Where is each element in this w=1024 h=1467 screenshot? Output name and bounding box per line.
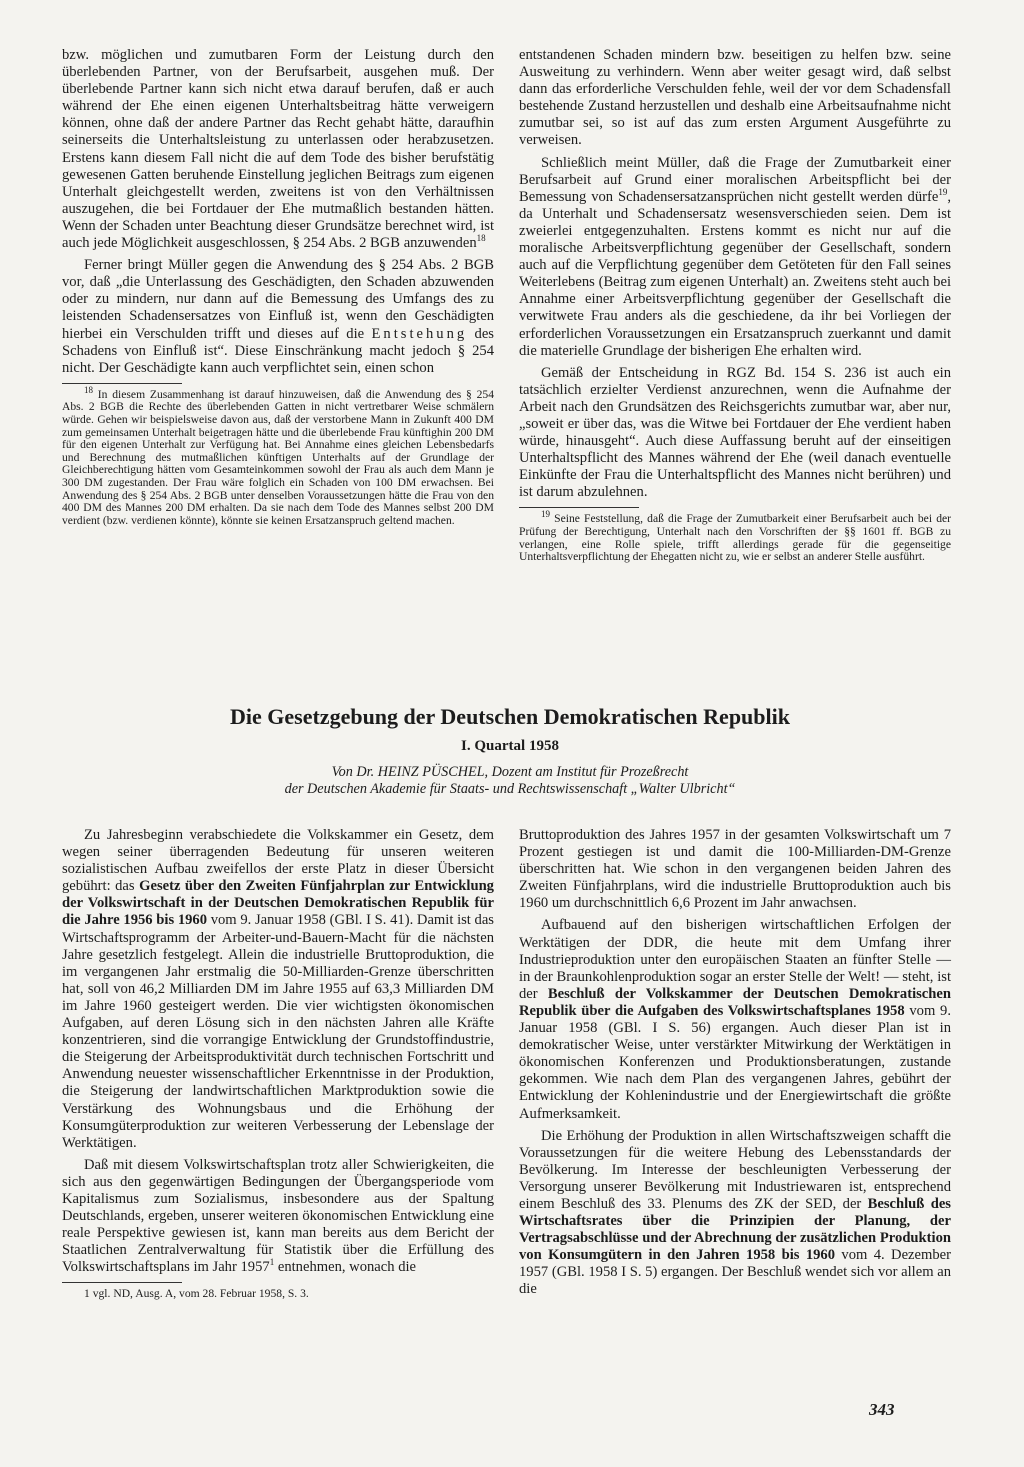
lower-right-column — [519, 827, 951, 1304]
paragraph: Gemäß der Entscheidung in RGZ Bd. 154 S. 236 ist auch ein tatsächlich erzielter Verdienst anzurechnen, wenn die Aufnahme der Arbeit nach den Grundsätzen des Reichsgerichts zumutbar war, aber nur, „soweit er über das, was die Witwe bei Fortdauer der Ehe verdient haben würde, hinausgeht“. Auch diese Auffassung beruht auf der einseitigen Unterhaltspflicht des Mannes während der Ehe (weil danach eventuelle Einkünfte der Frau die Unterhaltspflicht des Mannes nicht berühren) und ist darum abzulehnen. — [519, 364, 951, 501]
footnote-ref-19: 19 — [938, 186, 948, 197]
lower-left-column — [62, 827, 494, 1301]
footnote-divider — [62, 383, 182, 384]
upper-right-column — [519, 47, 951, 564]
paragraph: Bruttoproduktion des Jahres 1957 in der gesamten Volkswirtschaft um 7 Prozent gestiegen ist und damit die 100-Milliarden-DM-Grenze überschritten hat. Wie schon in den vergangenen beiden Jahren des Zweiten Fünfjahrplans, wird die industrielle Bruttoproduktion auch bis 1960 um durchschnittlich 6,6 Prozent im Jahr anwachsen. — [519, 827, 951, 912]
paragraph: Die Erhöhung der Produktion in allen Wirtschaftszweigen schafft die Voraussetzungen für die weitere Hebung des Lebensstandards der Bevölkerung. Im Interesse der beschleunigten Verbesserung der Versorgung unserer Bevölkerung mit Industriewaren ist, entsprechend einem Beschluß des 33. Plenums des ZK der SED, der Beschluß des Wirtschaftsrates über die Prinzipien der Planung, der Vertragsabschlüsse und der Abrechnung der zusätzlichen Produktion von Konsumgütern in den Jahren 1958 bis 1960 vom 4. Dezember 1957 (GBl. 1958 I S. 5) ergangen. Der Beschluß wendet sich vor allem an die — [519, 1127, 951, 1298]
footnote-ref-18: 18 — [476, 233, 486, 244]
page-number: 343 — [869, 1400, 895, 1419]
paragraph: Aufbauend auf den bisherigen wirtschaftlichen Erfolgen der Werktätigen der DDR, die heute mit dem Umfang ihrer Industrieproduktion unter den europäischen Staaten an fünfter Stelle — in der Braunkohlenproduktion sogar an erster Stelle der Welt! — steht, ist der Beschluß der Volkskammer der Deutschen Demokratischen Republik über die Aufgaben des Volkswirtschaftsplanes 1958 vom 9. Januar 1958 (GBl. I S. 56) ergangen. Auch dieser Plan ist in demokratischer Weise, unter verstärkter Mitwirkung der Werktätigen in ökonomischen Konferenzen und Produktionsberatungen, zustande gekommen. Wie nach dem Plan des vergangenen Jahres, gebührt der Entwicklung der Kohlenindustrie und der Energiewirtschaft die größte Aufmerksamkeit. — [519, 917, 951, 1122]
upper-left-column — [62, 47, 494, 527]
article-subtitle: I. Quartal 1958 — [461, 738, 559, 754]
footnote-ref-1: 1 — [269, 1257, 275, 1268]
paragraph: Zu Jahresbeginn verabschiedete die Volkskammer ein Gesetz, dem wegen seiner überragenden Bedeutung für unseren weiteren sozialistischen Aufbau zweifellos der erste Platz in dieser Übersicht gebührt: das Gesetz über den Zweiten Fünfjahrplan zur Entwicklung der Volkswirtschaft in der Deutschen Demokratischen Republik für die Jahre 1956 bis 1960 vom 9. Januar 1958 (GBl. I S. 41). Damit ist das Wirtschaftsprogramm der Arbeiter-und-Bauern-Macht für die nächsten Jahre gesetzlich festgelegt. Allein die industrielle Bruttoproduktion, die im vergangenen Jahr erstmalig die 50-Milliarden-Grenze überschritten hat, soll von 46,2 Milliarden DM im Jahre 1955 auf 63,3 Milliarden DM im Jahre 1960 gesteigert werden. Die vier wichtigsten ökonomischen Aufgaben, auf deren Lösung sich in den nächsten Jahren alle Kräfte konzentrieren, sind die vorrangige Entwicklung der Grundstoffindustrie, die Steigerung der Arbeitsproduktivität durch technischen Fortschritt und Anwendung neuester wissenschaftlicher Erkenntnisse in der Produktion, die Steigerung der landwirtschaftlichen Marktproduktion sowie die Verstärkung des Wohnungsbaus und die Erhöhung der Konsumgüterproduktion zur weiteren Verbesserung der Lebenslage der Werktätigen. — [62, 827, 494, 1151]
resolution-title: Beschluß des Wirtschaftsrates über die Prinzipien der Planung, der Vertragsabschlüsse und der Abrechnung der zusätzlichen Produktion von Konsumgütern in den Jahren 1958 bis 1960 — [519, 1195, 951, 1264]
paragraph: Schließlich meint Müller, daß die Frage der Zumutbarkeit einer Berufsarbeit auf Grund einer moralischen Arbeitspflicht bei der Bemessung von Schadensersatzansprüchen nicht gestellt werden dürfe$^{19}$, da Unterhalt und Schadensersatz wesensverschieden seien. Dem ist zweierlei entgegenzuhalten. Erstens kommt es nicht nur auf die moralische Arbeitsverpflichtung gegenüber der Gesellschaft, sondern auch auf die Verpflichtung gegenüber dem Getöteten für den Fall seines Weiterlebens (Beitrag zum eigenen Unterhalt) an. Zweitens steht auch bei Annahme einer Arbeitsverpflichtung gegenüber der Gesellschaft die verwitwete Frau anders als die geschiedene, da ihr bei Vorliegen der erforderlichen Voraussetzungen ein Ersatzanspruch zuerkannt und damit die materielle Grundlage der bisherigen Ehe erhalten wird. — [519, 154, 951, 359]
article-title: Die Gesetzgebung der Deutschen Demokratischen Republik — [230, 704, 790, 729]
paragraph: Daß mit diesem Volkswirtschaftsplan trotz aller Schwierigkeiten, die sich aus den gegenwärtigen Bedingungen der Übergangsperiode vom Kapitalismus zum Sozialismus, insbesondere aus der Spaltung Deutschlands, ergeben, unserer weiteren ökonomischen Entwicklung eine reale Perspektive gewiesen ist, kann man bereits aus dem Bericht der Staatlichen Zentralverwaltung für Statistik über die Erfüllung des Volkswirtschaftsplans im Jahr 1957$^1$ entnehmen, wonach die — [62, 1156, 494, 1276]
article-author — [60, 764, 960, 798]
emphasized-word: Entstehung — [371, 325, 468, 342]
footnote-divider — [519, 507, 639, 508]
law-title: Gesetz über den Zweiten Fünfjahrplan zur Entwicklung der Volkswirtschaft in der Deutschen Demokratischen Republik für die Jahre 1956 bis 1960 — [62, 878, 494, 929]
footnote-1: 1 vgl. ND, Ausg. A, vom 28. Februar 1958, S. 3. — [84, 1287, 309, 1301]
paragraph: entstandenen Schaden mindern bzw. beseitigen zu helfen bzw. seine Ausweitung zu verhindern. Wenn aber weiter gesagt wird, daß selbst dann das erforderliche Verschulden fehle, weil der vor dem Schadensfall bestehende Zustand herzustellen und deshalb eine Arbeitsaufnahme nicht zumutbar sei, so ist auf das zum ersten Argument Ausgeführte zu verweisen. — [519, 47, 951, 149]
footnote-divider — [62, 1282, 182, 1283]
paragraph: bzw. möglichen und zumutbaren Form der Leistung durch den überlebenden Partner, von der Berufsarbeit, ausgehen muß. Der überlebende Partner kann sich nicht etwa darauf berufen, daß er auch während der Ehe einen eigenen Unterhaltsbeitrag hätte verweigern können, ohne daß der andere Partner das Recht gehabt hätte, daraufhin seinerseits die Unterhaltsleistung zu unterlassen oder herabzusetzen. Erstens kann diesem Fall nicht die auf dem Tode des bisher berufstätig gewesenen Gatten beruhende Einstellung jeglichen Beitrags zum eigenen Unterhalt gleichgestellt werden, zweitens ist von den Verhältnissen auszugehen, die bei Fortdauer der Ehe mutmaßlich bestanden hätten. Wenn der Schaden unter Beachtung dieser Grundsätze berechnet wird, ist auch jede Möglichkeit ausgeschlossen, § 254 Abs. 2 BGB anzuwenden$^{18}$ — [62, 47, 494, 252]
footnote-19: $^{19}$ Seine Feststellung, daß die Frage der Zumutbarkeit einer Berufsarbeit auch bei der Prüfung der Berechtigung, Unterhalt nach den Vorschriften der §§ 1601 ff. BGB zu verlangen, eine Rolle spiele, trifft allerdings gerade für die gegenseitige Unterhaltsverpflichtung der Ehegatten nicht zu, wie er selbst an anderer Stelle ausführt. — [519, 509, 952, 564]
paragraph: Ferner bringt Müller gegen die Anwendung des § 254 Abs. 2 BGB vor, daß „die Unterlassung des Geschädigten, den Schaden abzuwenden oder zu mindern, nur dann auf die Bemessung des Umfangs des zu leistenden Schadensersatzes von Einfluß ist, wenn den Geschädigten hierbei ein Verschulden trifft und dieses auf die Entstehung des Schadens von Einfluß ist“. Diese Einschränkung macht jedoch § 254 nicht. Der Geschädigte kann auch verpflichtet sein, einen schon — [62, 257, 494, 376]
article-heading — [60, 702, 960, 798]
footnote-18: $^{18}$ In diesem Zusammenhang ist darauf hinzuweisen, daß die Anwendung des § 254 Abs. 2 BGB die Rechte des überlebenden Gatten in nicht vertretbarer Weise schmälern würde. Gehen wir beispielsweise davon aus, daß der verstorbene Mann in Zukunft 400 DM zum gemeinsamen Unterhalt beigetragen hätte und die überlebende Frau künftighin 200 DM für den eigenen Unterhalt zur Verfügung hat. Bei Annahme eines gleichen Lebensbedarfs und Berechnung des mutmaßlichen künftigen Unterhalts auf der Grundlage der Gleichberechtigung hätten vom Gesamteinkommen sowohl der Frau als auch dem Mann je 300 DM zugestanden. Der Frau wäre folglich ein Schaden von 100 DM erwachsen. Bei Anwendung des § 254 Abs. 2 BGB unter denselben Voraussetzungen hätte die Frau von den 400 DM des Mannes 200 DM erhalten. Da sie nach dem Tode des Mannes selbst 200 DM verdient (bzw. verdienen könnte), könnte sie keinen Ersatzanspruch geltend machen. — [62, 384, 495, 527]
author-line: der Deutschen Akademie für Staats- und Rechtswissenschaft „Walter Ulbricht“ — [284, 781, 736, 797]
author-line: Von Dr. HEINZ PÜSCHEL, Dozent am Institut für Prozeßrecht — [331, 764, 689, 780]
resolution-title: Beschluß der Volkskammer der Deutschen Demokratischen Republik über die Aufgaben des Volkswirtschaftsplanes 1958 — [519, 985, 951, 1019]
